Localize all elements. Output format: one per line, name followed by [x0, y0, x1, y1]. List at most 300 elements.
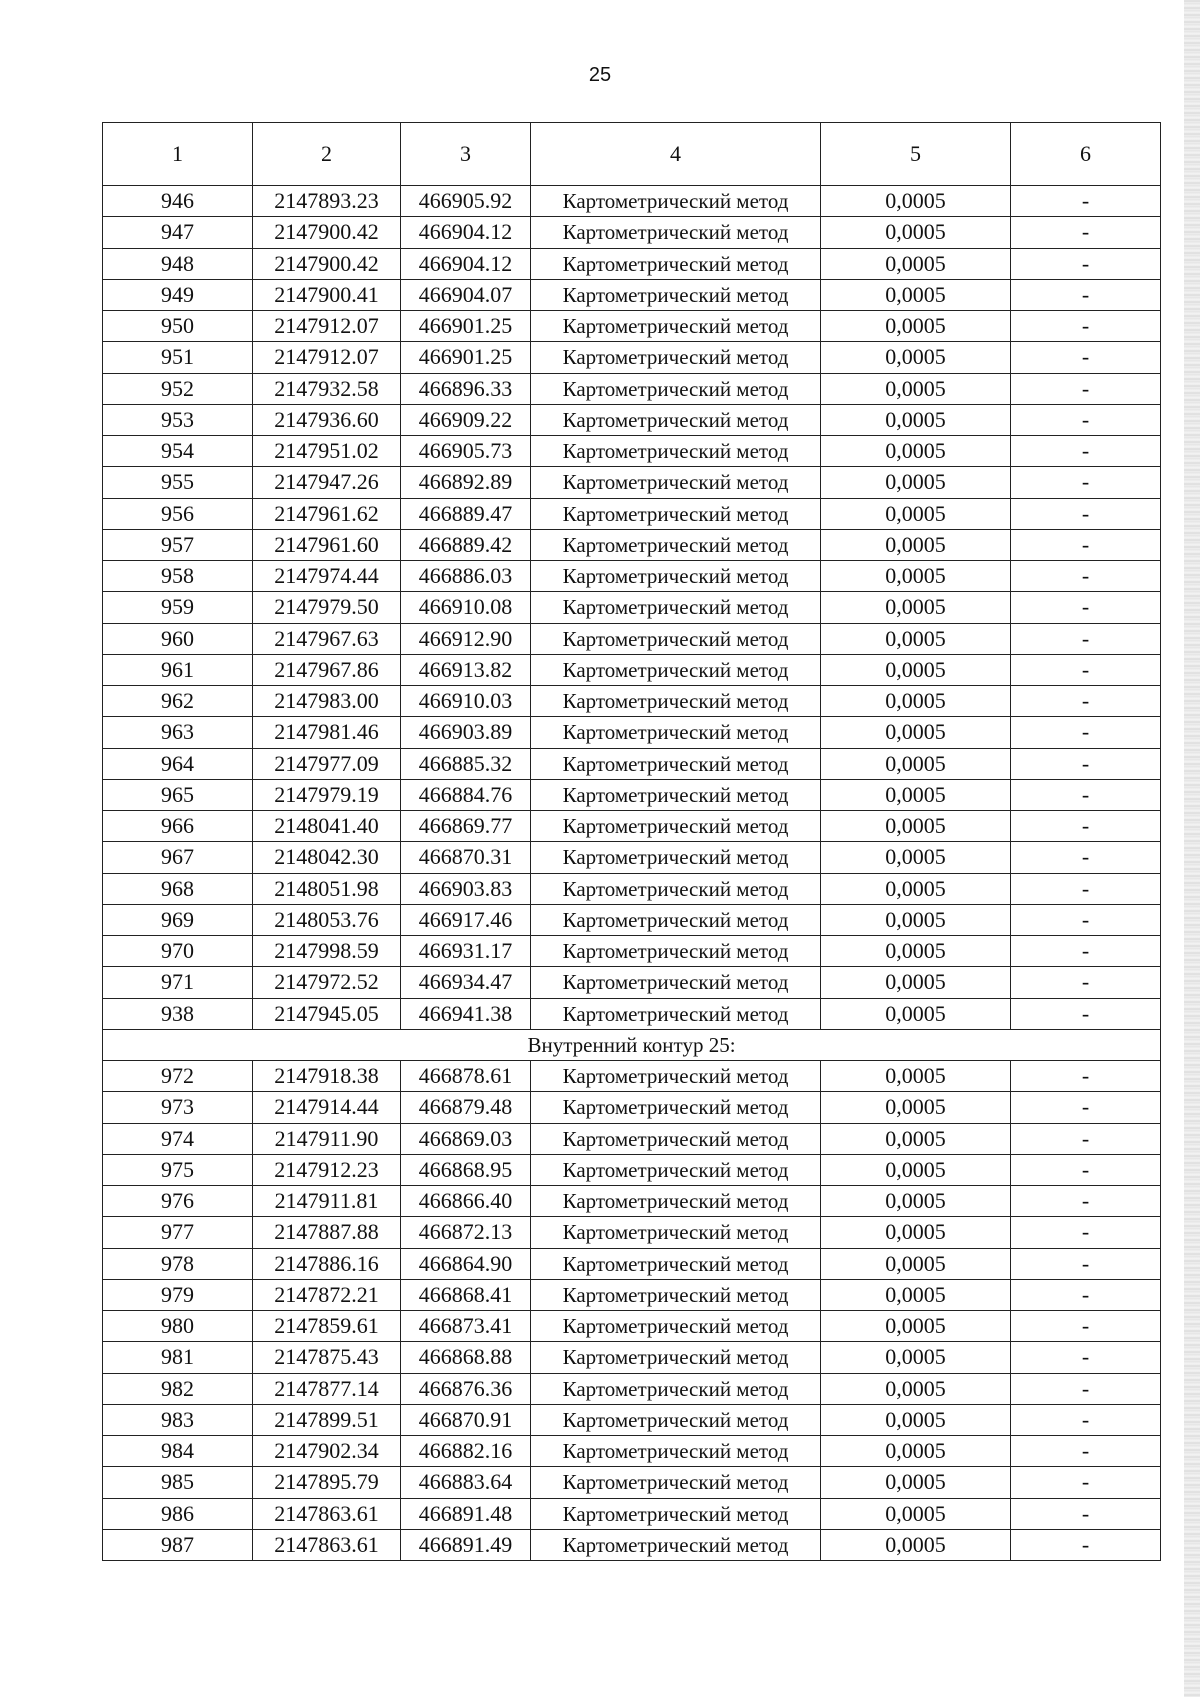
note-cell: -	[1011, 1467, 1161, 1498]
method-cell: Картометрический метод	[531, 404, 821, 435]
point-number-cell: 972	[103, 1061, 253, 1092]
note-cell: -	[1011, 217, 1161, 248]
method-cell: Картометрический метод	[531, 1342, 821, 1373]
table-row	[103, 1123, 1161, 1154]
method-cell: Картометрический метод	[531, 279, 821, 310]
note-cell: -	[1011, 623, 1161, 654]
note-cell: -	[1011, 592, 1161, 623]
y-coordinate-cell: 466905.92	[401, 186, 531, 217]
y-coordinate-cell: 466883.64	[401, 1467, 531, 1498]
point-number-cell: 983	[103, 1404, 253, 1435]
note-cell: -	[1011, 373, 1161, 404]
note-cell: -	[1011, 1498, 1161, 1529]
note-cell: -	[1011, 1311, 1161, 1342]
note-cell: -	[1011, 1217, 1161, 1248]
table-row	[103, 311, 1161, 342]
y-coordinate-cell: 466873.41	[401, 1311, 531, 1342]
method-cell: Картометрический метод	[531, 998, 821, 1029]
method-cell: Картометрический метод	[531, 842, 821, 873]
table-row	[103, 1498, 1161, 1529]
point-number-cell: 984	[103, 1436, 253, 1467]
method-cell: Картометрический метод	[531, 1373, 821, 1404]
x-coordinate-cell: 2147979.19	[253, 779, 401, 810]
method-cell: Картометрический метод	[531, 811, 821, 842]
y-coordinate-cell: 466903.83	[401, 873, 531, 904]
table-row	[103, 967, 1161, 998]
y-coordinate-cell: 466917.46	[401, 904, 531, 935]
y-coordinate-cell: 466904.12	[401, 248, 531, 279]
accuracy-cell: 0,0005	[821, 498, 1011, 529]
accuracy-cell: 0,0005	[821, 811, 1011, 842]
x-coordinate-cell: 2148051.98	[253, 873, 401, 904]
accuracy-cell: 0,0005	[821, 373, 1011, 404]
note-cell: -	[1011, 1123, 1161, 1154]
accuracy-cell: 0,0005	[821, 311, 1011, 342]
y-coordinate-cell: 466904.07	[401, 279, 531, 310]
x-coordinate-cell: 2147900.42	[253, 217, 401, 248]
accuracy-cell: 0,0005	[821, 1186, 1011, 1217]
method-cell: Картометрический метод	[531, 1498, 821, 1529]
accuracy-cell: 0,0005	[821, 1467, 1011, 1498]
table-row	[103, 998, 1161, 1029]
x-coordinate-cell: 2147912.07	[253, 342, 401, 373]
point-number-cell: 979	[103, 1279, 253, 1310]
y-coordinate-cell: 466909.22	[401, 404, 531, 435]
y-coordinate-cell: 466889.42	[401, 529, 531, 560]
header-cell-3: 3	[401, 123, 531, 186]
x-coordinate-cell: 2147887.88	[253, 1217, 401, 1248]
accuracy-cell: 0,0005	[821, 1311, 1011, 1342]
x-coordinate-cell: 2147981.46	[253, 717, 401, 748]
x-coordinate-cell: 2147863.61	[253, 1529, 401, 1560]
x-coordinate-cell: 2147977.09	[253, 748, 401, 779]
x-coordinate-cell: 2147967.86	[253, 654, 401, 685]
table-row	[103, 1404, 1161, 1435]
note-cell: -	[1011, 186, 1161, 217]
y-coordinate-cell: 466910.03	[401, 686, 531, 717]
x-coordinate-cell: 2147972.52	[253, 967, 401, 998]
point-number-cell: 982	[103, 1373, 253, 1404]
x-coordinate-cell: 2147932.58	[253, 373, 401, 404]
accuracy-cell: 0,0005	[821, 842, 1011, 873]
accuracy-cell: 0,0005	[821, 186, 1011, 217]
y-coordinate-cell: 466869.77	[401, 811, 531, 842]
table-row	[103, 248, 1161, 279]
method-cell: Картометрический метод	[531, 467, 821, 498]
accuracy-cell: 0,0005	[821, 779, 1011, 810]
table-row	[103, 842, 1161, 873]
point-number-cell: 956	[103, 498, 253, 529]
accuracy-cell: 0,0005	[821, 342, 1011, 373]
method-cell: Картометрический метод	[531, 373, 821, 404]
table-row	[103, 1467, 1161, 1498]
point-number-cell: 974	[103, 1123, 253, 1154]
accuracy-cell: 0,0005	[821, 967, 1011, 998]
method-cell: Картометрический метод	[531, 717, 821, 748]
point-number-cell: 948	[103, 248, 253, 279]
note-cell: -	[1011, 654, 1161, 685]
y-coordinate-cell: 466885.32	[401, 748, 531, 779]
section-title-row	[103, 1029, 1161, 1060]
note-cell: -	[1011, 498, 1161, 529]
table-row	[103, 498, 1161, 529]
note-cell: -	[1011, 279, 1161, 310]
accuracy-cell: 0,0005	[821, 904, 1011, 935]
point-number-cell: 980	[103, 1311, 253, 1342]
table-row	[103, 1373, 1161, 1404]
x-coordinate-cell: 2147918.38	[253, 1061, 401, 1092]
table-row	[103, 1186, 1161, 1217]
x-coordinate-cell: 2147951.02	[253, 436, 401, 467]
y-coordinate-cell: 466941.38	[401, 998, 531, 1029]
point-number-cell: 967	[103, 842, 253, 873]
accuracy-cell: 0,0005	[821, 1248, 1011, 1279]
note-cell: -	[1011, 467, 1161, 498]
accuracy-cell: 0,0005	[821, 561, 1011, 592]
table-body	[103, 186, 1161, 1561]
table-row	[103, 1248, 1161, 1279]
header-row	[103, 123, 1161, 186]
method-cell: Картометрический метод	[531, 436, 821, 467]
x-coordinate-cell: 2147877.14	[253, 1373, 401, 1404]
table-row	[103, 873, 1161, 904]
scan-edge-strip	[1184, 0, 1200, 1697]
note-cell: -	[1011, 998, 1161, 1029]
method-cell: Картометрический метод	[531, 311, 821, 342]
note-cell: -	[1011, 1436, 1161, 1467]
accuracy-cell: 0,0005	[821, 217, 1011, 248]
y-coordinate-cell: 466870.31	[401, 842, 531, 873]
y-coordinate-cell: 466905.73	[401, 436, 531, 467]
point-number-cell: 987	[103, 1529, 253, 1560]
table-row	[103, 1154, 1161, 1185]
table-row	[103, 404, 1161, 435]
accuracy-cell: 0,0005	[821, 1123, 1011, 1154]
method-cell: Картометрический метод	[531, 1154, 821, 1185]
note-cell: -	[1011, 1373, 1161, 1404]
y-coordinate-cell: 466889.47	[401, 498, 531, 529]
x-coordinate-cell: 2147967.63	[253, 623, 401, 654]
y-coordinate-cell: 466876.36	[401, 1373, 531, 1404]
note-cell: -	[1011, 1154, 1161, 1185]
accuracy-cell: 0,0005	[821, 1404, 1011, 1435]
header-cell-5: 5	[821, 123, 1011, 186]
x-coordinate-cell: 2147899.51	[253, 1404, 401, 1435]
y-coordinate-cell: 466879.48	[401, 1092, 531, 1123]
x-coordinate-cell: 2147875.43	[253, 1342, 401, 1373]
method-cell: Картометрический метод	[531, 217, 821, 248]
x-coordinate-cell: 2147912.23	[253, 1154, 401, 1185]
table-row	[103, 1061, 1161, 1092]
table-row	[103, 748, 1161, 779]
method-cell: Картометрический метод	[531, 529, 821, 560]
accuracy-cell: 0,0005	[821, 1279, 1011, 1310]
y-coordinate-cell: 466901.25	[401, 342, 531, 373]
y-coordinate-cell: 466896.33	[401, 373, 531, 404]
x-coordinate-cell: 2147893.23	[253, 186, 401, 217]
method-cell: Картометрический метод	[531, 342, 821, 373]
y-coordinate-cell: 466912.90	[401, 623, 531, 654]
note-cell: -	[1011, 311, 1161, 342]
x-coordinate-cell: 2148041.40	[253, 811, 401, 842]
accuracy-cell: 0,0005	[821, 748, 1011, 779]
y-coordinate-cell: 466913.82	[401, 654, 531, 685]
point-number-cell: 965	[103, 779, 253, 810]
note-cell: -	[1011, 811, 1161, 842]
note-cell: -	[1011, 342, 1161, 373]
point-number-cell: 973	[103, 1092, 253, 1123]
x-coordinate-cell: 2147872.21	[253, 1279, 401, 1310]
point-number-cell: 938	[103, 998, 253, 1029]
note-cell: -	[1011, 1529, 1161, 1560]
x-coordinate-cell: 2147886.16	[253, 1248, 401, 1279]
method-cell: Картометрический метод	[531, 967, 821, 998]
accuracy-cell: 0,0005	[821, 873, 1011, 904]
note-cell: -	[1011, 936, 1161, 967]
point-number-cell: 970	[103, 936, 253, 967]
note-cell: -	[1011, 904, 1161, 935]
y-coordinate-cell: 466866.40	[401, 1186, 531, 1217]
y-coordinate-cell: 466910.08	[401, 592, 531, 623]
point-number-cell: 958	[103, 561, 253, 592]
y-coordinate-cell: 466868.41	[401, 1279, 531, 1310]
note-cell: -	[1011, 842, 1161, 873]
point-number-cell: 951	[103, 342, 253, 373]
accuracy-cell: 0,0005	[821, 1342, 1011, 1373]
method-cell: Картометрический метод	[531, 1092, 821, 1123]
accuracy-cell: 0,0005	[821, 1498, 1011, 1529]
table-row	[103, 623, 1161, 654]
method-cell: Картометрический метод	[531, 686, 821, 717]
point-number-cell: 957	[103, 529, 253, 560]
y-coordinate-cell: 466872.13	[401, 1217, 531, 1248]
table-row	[103, 373, 1161, 404]
method-cell: Картометрический метод	[531, 654, 821, 685]
point-number-cell: 968	[103, 873, 253, 904]
y-coordinate-cell: 466903.89	[401, 717, 531, 748]
accuracy-cell: 0,0005	[821, 623, 1011, 654]
table-row	[103, 1529, 1161, 1560]
method-cell: Картометрический метод	[531, 1279, 821, 1310]
y-coordinate-cell: 466931.17	[401, 936, 531, 967]
x-coordinate-cell: 2147998.59	[253, 936, 401, 967]
table-row	[103, 467, 1161, 498]
table-row	[103, 936, 1161, 967]
accuracy-cell: 0,0005	[821, 529, 1011, 560]
note-cell: -	[1011, 779, 1161, 810]
table-row	[103, 342, 1161, 373]
x-coordinate-cell: 2147979.50	[253, 592, 401, 623]
accuracy-cell: 0,0005	[821, 592, 1011, 623]
method-cell: Картометрический метод	[531, 561, 821, 592]
table-row	[103, 1311, 1161, 1342]
note-cell: -	[1011, 561, 1161, 592]
method-cell: Картометрический метод	[531, 1436, 821, 1467]
x-coordinate-cell: 2147947.26	[253, 467, 401, 498]
note-cell: -	[1011, 1186, 1161, 1217]
x-coordinate-cell: 2147912.07	[253, 311, 401, 342]
table-row	[103, 186, 1161, 217]
accuracy-cell: 0,0005	[821, 1092, 1011, 1123]
note-cell: -	[1011, 1061, 1161, 1092]
header-cell-2: 2	[253, 123, 401, 186]
table-row	[103, 779, 1161, 810]
y-coordinate-cell: 466878.61	[401, 1061, 531, 1092]
point-number-cell: 969	[103, 904, 253, 935]
x-coordinate-cell: 2147914.44	[253, 1092, 401, 1123]
point-number-cell: 963	[103, 717, 253, 748]
accuracy-cell: 0,0005	[821, 404, 1011, 435]
y-coordinate-cell: 466870.91	[401, 1404, 531, 1435]
note-cell: -	[1011, 748, 1161, 779]
method-cell: Картометрический метод	[531, 1186, 821, 1217]
y-coordinate-cell: 466886.03	[401, 561, 531, 592]
table-row	[103, 654, 1161, 685]
y-coordinate-cell: 466882.16	[401, 1436, 531, 1467]
point-number-cell: 949	[103, 279, 253, 310]
note-cell: -	[1011, 686, 1161, 717]
note-cell: -	[1011, 717, 1161, 748]
accuracy-cell: 0,0005	[821, 686, 1011, 717]
accuracy-cell: 0,0005	[821, 1217, 1011, 1248]
accuracy-cell: 0,0005	[821, 936, 1011, 967]
accuracy-cell: 0,0005	[821, 1529, 1011, 1560]
point-number-cell: 985	[103, 1467, 253, 1498]
x-coordinate-cell: 2147895.79	[253, 1467, 401, 1498]
table-row	[103, 904, 1161, 935]
note-cell: -	[1011, 1404, 1161, 1435]
x-coordinate-cell: 2147911.81	[253, 1186, 401, 1217]
point-number-cell: 971	[103, 967, 253, 998]
table-row	[103, 1342, 1161, 1373]
method-cell: Картометрический метод	[531, 623, 821, 654]
method-cell: Картометрический метод	[531, 248, 821, 279]
table-row	[103, 592, 1161, 623]
method-cell: Картометрический метод	[531, 1467, 821, 1498]
method-cell: Картометрический метод	[531, 186, 821, 217]
point-number-cell: 966	[103, 811, 253, 842]
header-cell-6: 6	[1011, 123, 1161, 186]
section-title: Внутренний контур 25:	[103, 1029, 1161, 1060]
point-number-cell: 953	[103, 404, 253, 435]
x-coordinate-cell: 2147961.60	[253, 529, 401, 560]
table-row	[103, 717, 1161, 748]
note-cell: -	[1011, 248, 1161, 279]
y-coordinate-cell: 466891.48	[401, 1498, 531, 1529]
table-row	[103, 811, 1161, 842]
accuracy-cell: 0,0005	[821, 1154, 1011, 1185]
method-cell: Картометрический метод	[531, 592, 821, 623]
y-coordinate-cell: 466891.49	[401, 1529, 531, 1560]
y-coordinate-cell: 466868.88	[401, 1342, 531, 1373]
table-row	[103, 1279, 1161, 1310]
method-cell: Картометрический метод	[531, 1061, 821, 1092]
x-coordinate-cell: 2147945.05	[253, 998, 401, 1029]
x-coordinate-cell: 2147900.41	[253, 279, 401, 310]
header-cell-4: 4	[531, 123, 821, 186]
x-coordinate-cell: 2148042.30	[253, 842, 401, 873]
y-coordinate-cell: 466901.25	[401, 311, 531, 342]
note-cell: -	[1011, 529, 1161, 560]
header-cell-1: 1	[103, 123, 253, 186]
y-coordinate-cell: 466868.95	[401, 1154, 531, 1185]
accuracy-cell: 0,0005	[821, 436, 1011, 467]
y-coordinate-cell: 466934.47	[401, 967, 531, 998]
accuracy-cell: 0,0005	[821, 1061, 1011, 1092]
table-row	[103, 561, 1161, 592]
point-number-cell: 946	[103, 186, 253, 217]
table-row	[103, 1436, 1161, 1467]
method-cell: Картометрический метод	[531, 779, 821, 810]
point-number-cell: 961	[103, 654, 253, 685]
point-number-cell: 977	[103, 1217, 253, 1248]
accuracy-cell: 0,0005	[821, 654, 1011, 685]
table-row	[103, 279, 1161, 310]
y-coordinate-cell: 466869.03	[401, 1123, 531, 1154]
table-row	[103, 1217, 1161, 1248]
note-cell: -	[1011, 967, 1161, 998]
point-number-cell: 976	[103, 1186, 253, 1217]
point-number-cell: 964	[103, 748, 253, 779]
x-coordinate-cell: 2147961.62	[253, 498, 401, 529]
point-number-cell: 954	[103, 436, 253, 467]
table-row	[103, 529, 1161, 560]
accuracy-cell: 0,0005	[821, 279, 1011, 310]
table-row	[103, 1092, 1161, 1123]
accuracy-cell: 0,0005	[821, 248, 1011, 279]
x-coordinate-cell: 2147902.34	[253, 1436, 401, 1467]
accuracy-cell: 0,0005	[821, 1373, 1011, 1404]
table-row	[103, 686, 1161, 717]
point-number-cell: 955	[103, 467, 253, 498]
accuracy-cell: 0,0005	[821, 467, 1011, 498]
note-cell: -	[1011, 873, 1161, 904]
point-number-cell: 947	[103, 217, 253, 248]
point-number-cell: 959	[103, 592, 253, 623]
point-number-cell: 986	[103, 1498, 253, 1529]
note-cell: -	[1011, 436, 1161, 467]
point-number-cell: 975	[103, 1154, 253, 1185]
note-cell: -	[1011, 404, 1161, 435]
method-cell: Картометрический метод	[531, 936, 821, 967]
method-cell: Картометрический метод	[531, 873, 821, 904]
method-cell: Картометрический метод	[531, 1123, 821, 1154]
method-cell: Картометрический метод	[531, 1404, 821, 1435]
method-cell: Картометрический метод	[531, 1248, 821, 1279]
method-cell: Картометрический метод	[531, 498, 821, 529]
y-coordinate-cell: 466884.76	[401, 779, 531, 810]
note-cell: -	[1011, 1342, 1161, 1373]
x-coordinate-cell: 2148053.76	[253, 904, 401, 935]
accuracy-cell: 0,0005	[821, 1436, 1011, 1467]
note-cell: -	[1011, 1092, 1161, 1123]
accuracy-cell: 0,0005	[821, 717, 1011, 748]
table-row	[103, 436, 1161, 467]
method-cell: Картометрический метод	[531, 1529, 821, 1560]
y-coordinate-cell: 466904.12	[401, 217, 531, 248]
method-cell: Картометрический метод	[531, 1311, 821, 1342]
x-coordinate-cell: 2147863.61	[253, 1498, 401, 1529]
x-coordinate-cell: 2147974.44	[253, 561, 401, 592]
accuracy-cell: 0,0005	[821, 998, 1011, 1029]
method-cell: Картометрический метод	[531, 904, 821, 935]
page-number: 25	[588, 64, 612, 86]
x-coordinate-cell: 2147900.42	[253, 248, 401, 279]
point-number-cell: 962	[103, 686, 253, 717]
method-cell: Картометрический метод	[531, 748, 821, 779]
note-cell: -	[1011, 1248, 1161, 1279]
y-coordinate-cell: 466892.89	[401, 467, 531, 498]
